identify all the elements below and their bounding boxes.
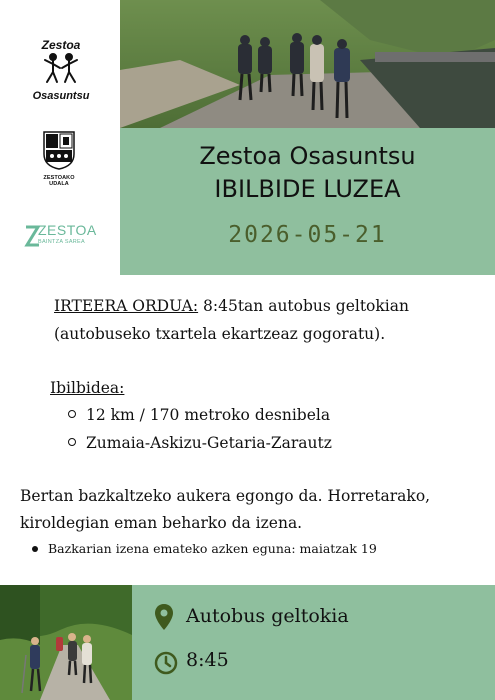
walkers-photo-image — [120, 0, 495, 128]
departure-label: IRTEERA ORDUA: — [54, 297, 199, 315]
page-title: Zestoa Osasuntsu — [199, 142, 416, 170]
location-pin-icon — [154, 603, 174, 631]
route-item — [68, 434, 332, 452]
header-panel — [120, 128, 495, 275]
zestoa-osasuntsu-logo — [26, 38, 96, 102]
meeting-time: 8:45 — [186, 649, 229, 671]
event-date: 2026-05-21 — [228, 222, 387, 248]
route-item-text: Zumaia-Askizu-Getaria-Zarautz — [86, 434, 332, 452]
zestoa-sarea-logo — [24, 222, 98, 252]
clock-icon — [154, 651, 178, 675]
lunch-text-line-2: kiroldegian eman beharko da izena. — [20, 514, 303, 532]
route-label: Ibilbidea: — [50, 379, 125, 397]
meeting-location: Autobus geltokia — [186, 605, 349, 627]
logo-line-2: Osasuntsu — [32, 90, 90, 102]
header-photo — [120, 0, 495, 128]
udala-caption: ZESTOAKO UDALA — [43, 175, 75, 187]
figures-icon — [41, 52, 81, 86]
bullet-icon — [32, 546, 38, 552]
footer-panel — [132, 585, 495, 700]
departure-note: (autobuseko txartela ekartzeaz gogoratu). — [54, 325, 386, 343]
page-subtitle: IBILBIDE LUZEA — [214, 175, 401, 203]
zestoako-udala-crest — [34, 130, 84, 187]
route-item — [68, 406, 330, 424]
deadline-item — [32, 541, 377, 556]
logo-column — [0, 0, 120, 275]
departure-text: 8:45tan autobus geltokian — [198, 297, 409, 315]
crest-icon — [42, 130, 76, 170]
logo-line-1: Zestoa — [41, 38, 81, 52]
hollow-bullet-icon — [68, 438, 76, 446]
forest-walk-photo-image — [0, 585, 132, 700]
footer-photo — [0, 585, 132, 700]
hollow-bullet-icon — [68, 410, 76, 418]
route-item-text: 12 km / 170 metroko desnibela — [86, 406, 331, 424]
sarea-name: ZESTOA — [38, 222, 97, 238]
lunch-text-line-1: Bertan bazkaltzeko aukera egongo da. Horretarako, — [20, 487, 431, 505]
deadline-text: Bazkarian izena emateko azken eguna: maiatzak 19 — [48, 541, 377, 556]
departure-line — [54, 297, 409, 315]
sarea-sub: BAINTZA SAREA — [38, 239, 85, 245]
